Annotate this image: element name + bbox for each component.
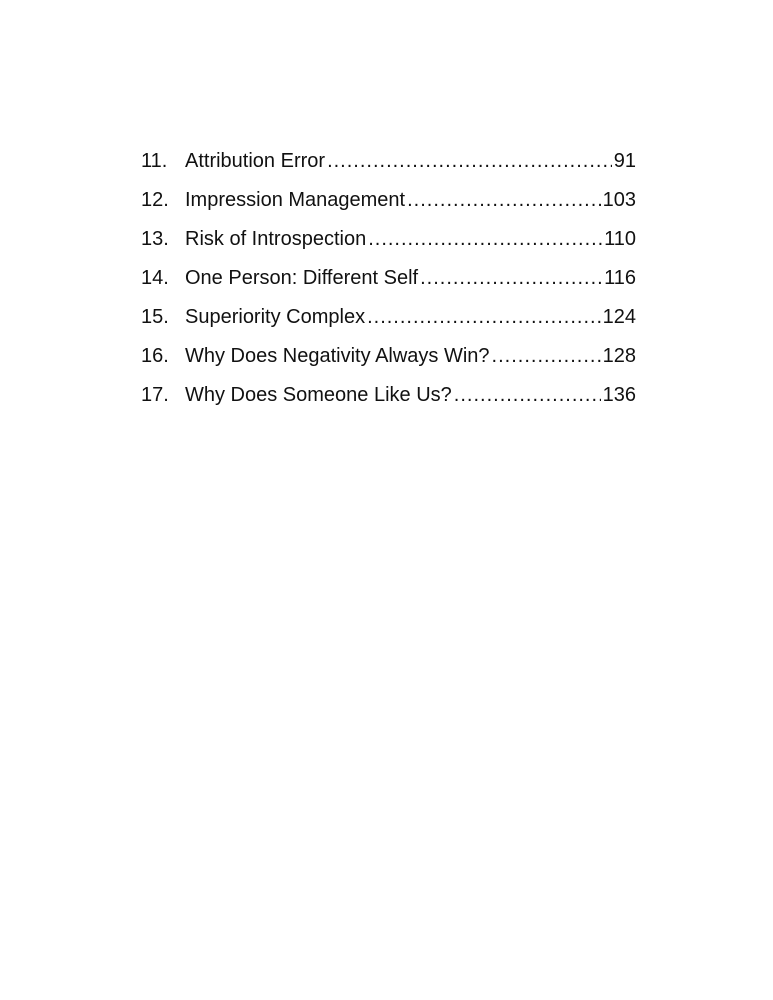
entry-number: 15.: [141, 306, 169, 328]
entry-page: 136: [602, 384, 636, 406]
entry-page: 116: [604, 267, 636, 289]
dot-leader: [454, 384, 601, 407]
entry-title: One Person: Different Self: [185, 267, 419, 289]
entry-title: Attribution Error: [185, 150, 326, 172]
toc-entry: [141, 150, 636, 189]
toc-entry: [141, 306, 636, 345]
entry-title: Why Does Negativity Always Win?: [185, 345, 490, 367]
entry-page: 103: [602, 189, 636, 211]
dot-leader: [367, 306, 601, 329]
entry-page: 91: [613, 150, 636, 172]
entry-title: Risk of Introspection: [185, 228, 367, 250]
dot-leader: [420, 267, 602, 290]
dot-leader: [368, 228, 602, 251]
toc-entry: [141, 345, 636, 384]
toc-entry: [141, 228, 636, 267]
entry-number: 12.: [141, 189, 169, 211]
entry-number: 17.: [141, 384, 169, 406]
entry-title: Superiority Complex: [185, 306, 366, 328]
entry-number: 13.: [141, 228, 169, 250]
entry-number: 11.: [141, 150, 168, 172]
entry-number: 14.: [141, 267, 169, 289]
dot-leader: [492, 345, 601, 368]
entry-number: 16.: [141, 345, 169, 367]
dot-leader: [407, 189, 601, 212]
entry-page: 128: [602, 345, 636, 367]
toc-entry: [141, 189, 636, 228]
entry-page: 124: [602, 306, 636, 328]
toc-entry: [141, 267, 636, 306]
entry-page: 110: [604, 228, 636, 250]
toc-entry: [141, 384, 636, 423]
entry-title: Impression Management: [185, 189, 406, 211]
dot-leader: [327, 150, 612, 173]
entry-title: Why Does Someone Like Us?: [185, 384, 452, 406]
table-of-contents: [141, 150, 636, 423]
